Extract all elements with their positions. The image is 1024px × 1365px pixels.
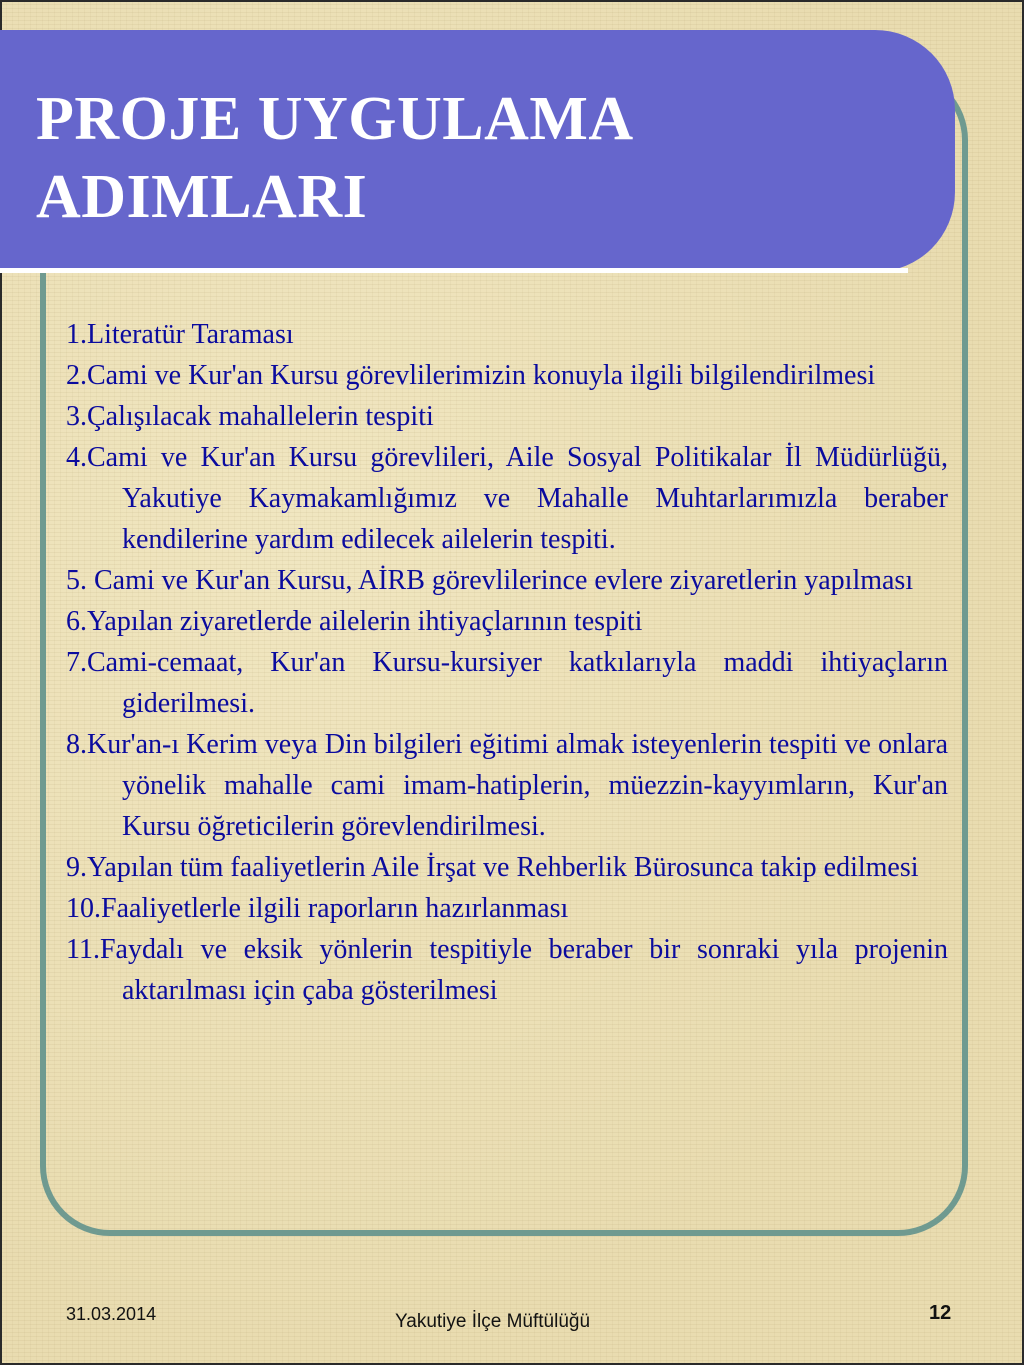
step-item: 6.Yapılan ziyaretlerde ailelerin ihtiyaçlarının tespiti bbox=[66, 606, 643, 637]
step-item: 7.Cami-cemaat, Kur'an Kursu-kursiyer katkılarıyla maddi ihtiyaçların giderilmesi. bbox=[66, 647, 948, 719]
step-item: 9.Yapılan tüm faaliyetlerin Aile İrşat ve Rehberlik Bürosunca takip edilmesi bbox=[66, 852, 919, 883]
footer-organization: Yakutiye İlçe Müftülüğü bbox=[395, 1311, 591, 1332]
title-banner bbox=[0, 30, 955, 272]
step-item: 1.Literatür Taraması bbox=[66, 319, 294, 350]
step-item: 8.Kur'an-ı Kerim veya Din bilgileri eğitimi almak isteyenlerin tespiti ve onlara yönelik mahalle cami imam-hatiplerin, müezzin-kayyımların, Kur'an Kursu öğreticilerin görevlendirilmesi. bbox=[66, 729, 948, 842]
slide-title: PROJE UYGULAMA ADIMLARI bbox=[36, 85, 631, 231]
step-item: 3.Çalışılacak mahallelerin tespiti bbox=[66, 401, 434, 432]
steps-list bbox=[66, 314, 948, 1011]
page-number: 12 bbox=[929, 1302, 952, 1324]
step-item: 4.Cami ve Kur'an Kursu görevlileri, Aile Sosyal Politikalar İl Müdürlüğü, Yakutiye Kaymakamlığımız ve Mahalle Muhtarlarımızla beraber kendilerine yardım edilecek ailelerin tespiti. bbox=[66, 442, 948, 555]
title-underline bbox=[0, 268, 908, 273]
step-item: 2.Cami ve Kur'an Kursu görevlilerimizin konuyla ilgili bilgilendirilmesi bbox=[66, 360, 876, 391]
step-item: 11.Faydalı ve eksik yönlerin tespitiyle beraber bir sonraki yıla projenin aktarılması için çaba gösterilmesi bbox=[66, 934, 948, 1006]
step-item: 5. Cami ve Kur'an Kursu, AİRB görevlilerince evlere ziyaretlerin yapılması bbox=[66, 565, 914, 596]
step-item: 10.Faaliyetlerle ilgili raporların hazırlanması bbox=[66, 893, 569, 924]
footer-date: 31.03.2014 bbox=[66, 1304, 157, 1324]
